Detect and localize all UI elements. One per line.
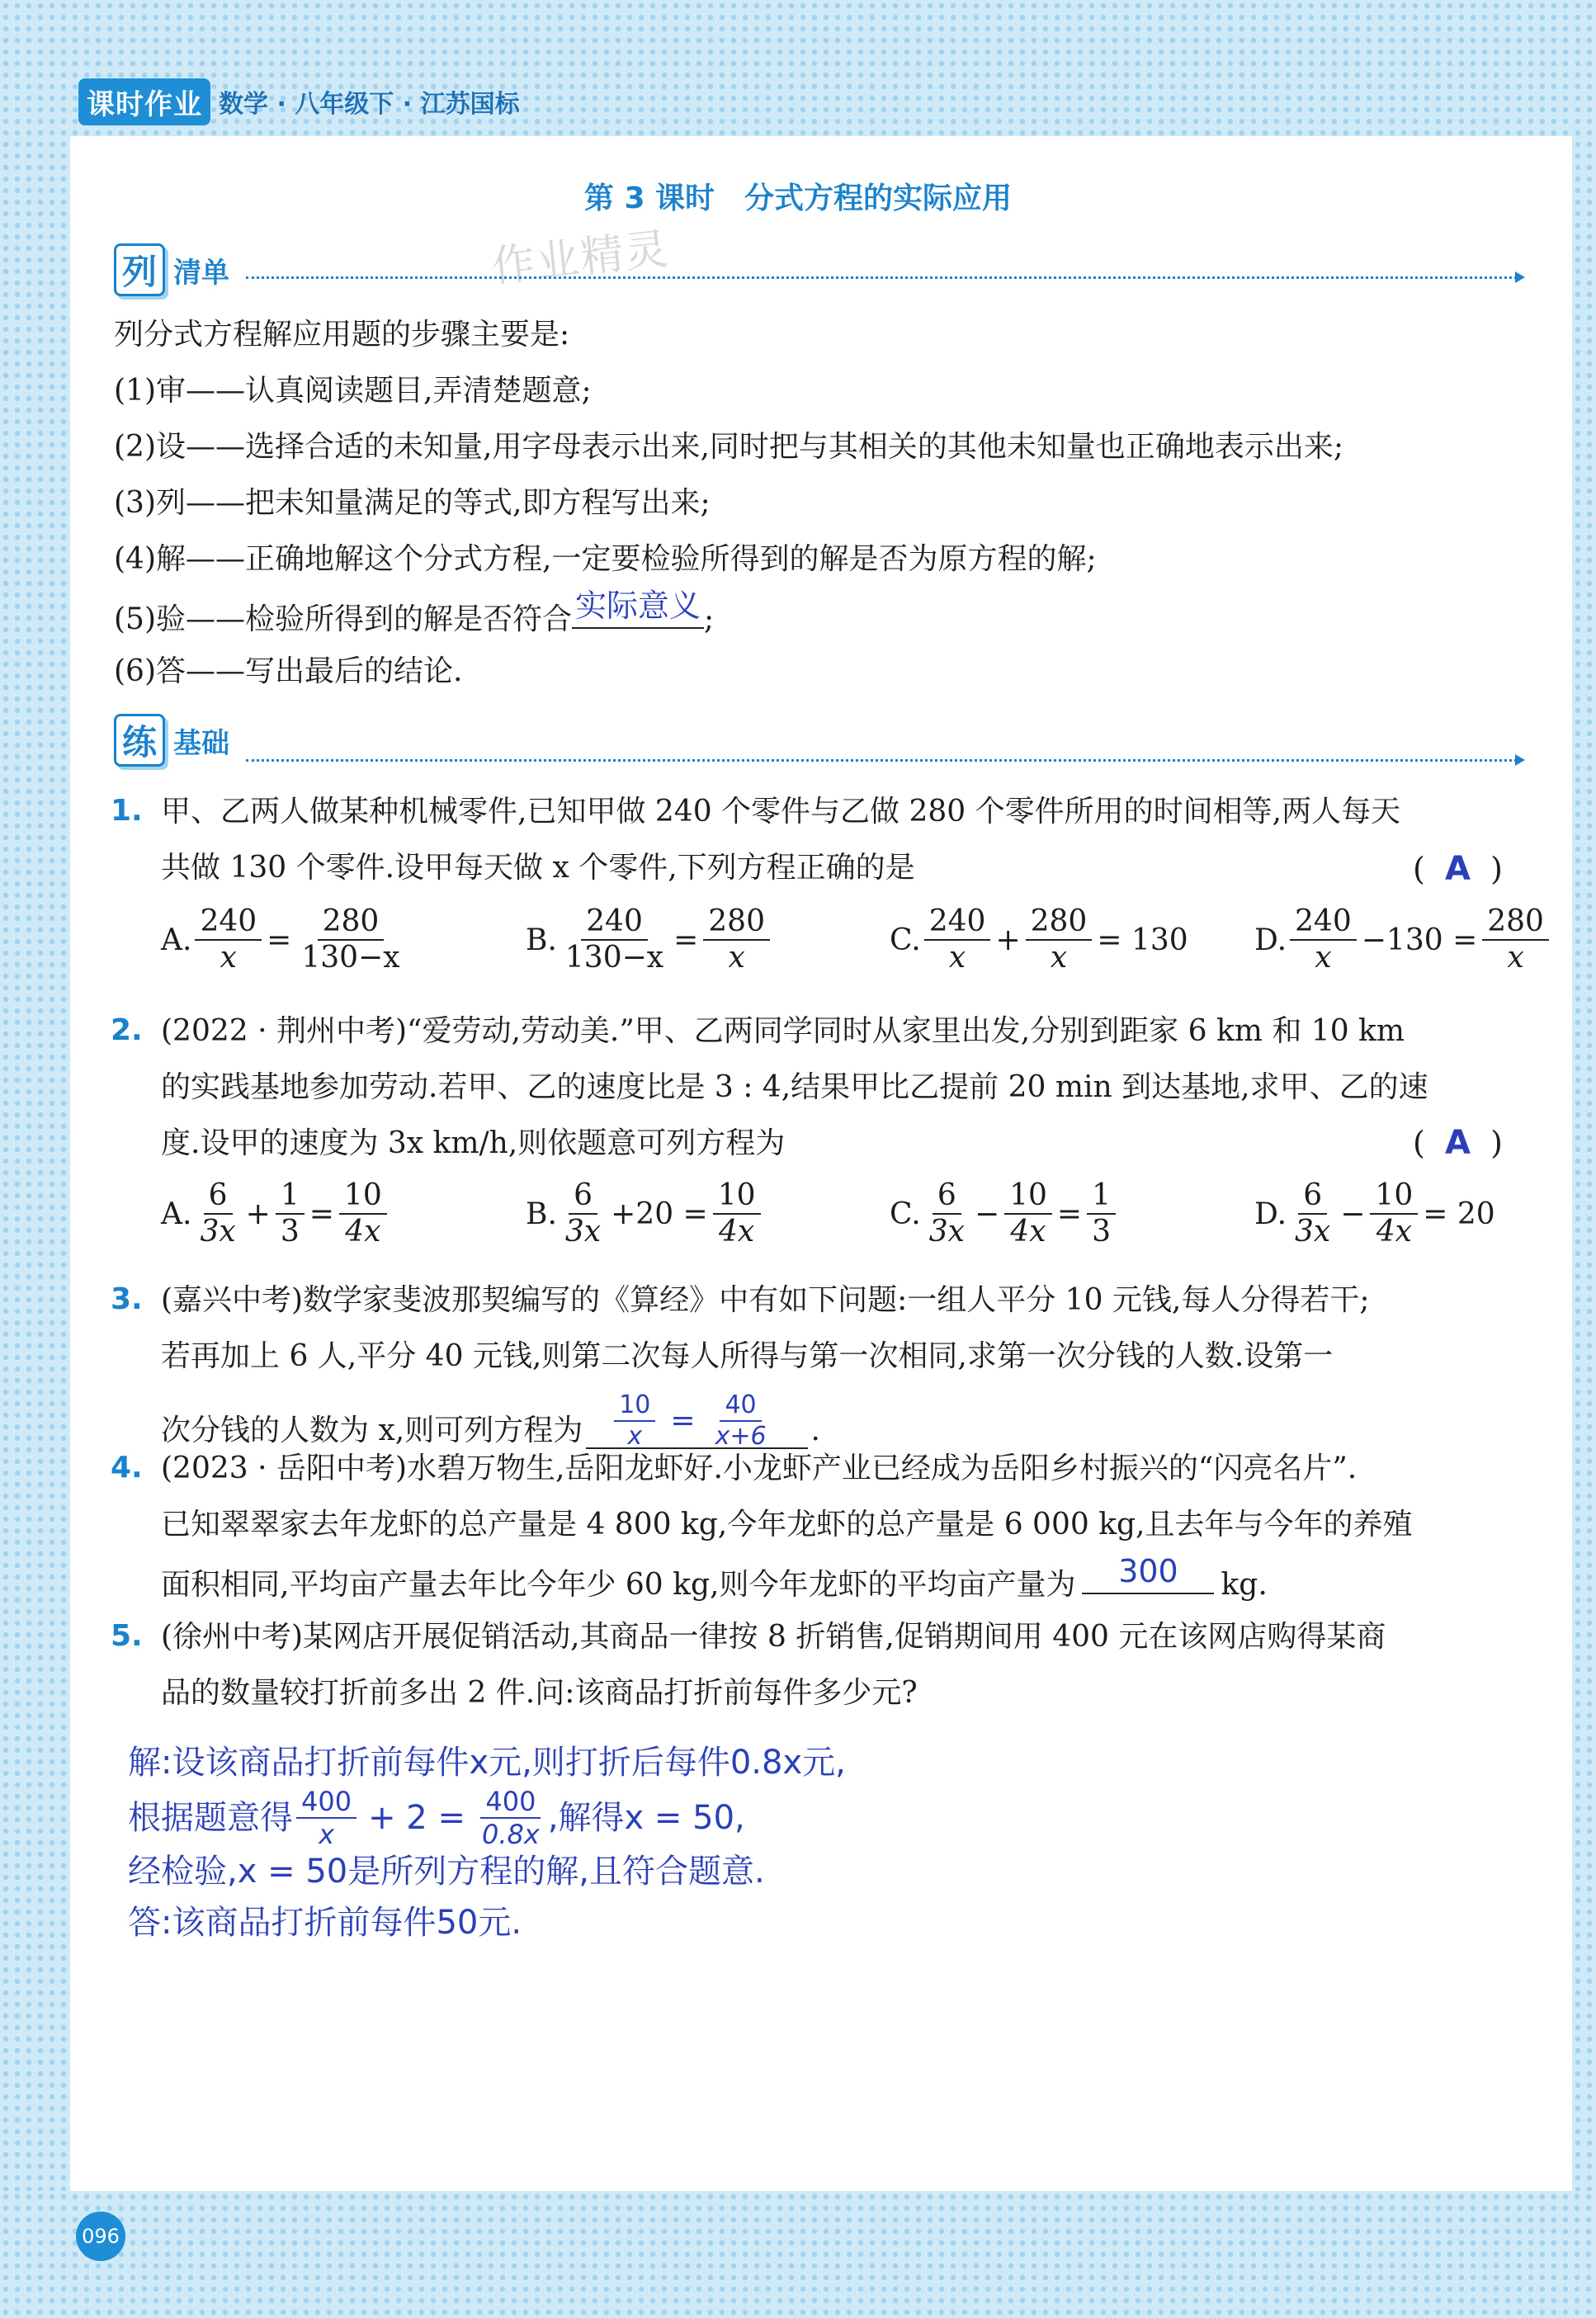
numerator: 10 xyxy=(713,1180,761,1215)
numerator: 240 xyxy=(195,906,262,941)
question-4-text: 面积相同,平均亩产量去年比今年少 60 kg,则今年龙虾的平均亩产量为 xyxy=(161,1568,1076,1602)
solution-text: ,解得x = 50, xyxy=(547,1799,745,1837)
step-4: (4)解——正确地解这个分式方程,一定要检验所得到的解是否为原方程的解; xyxy=(114,542,1097,576)
question-2-option-a xyxy=(161,1180,390,1248)
section-divider xyxy=(246,276,1517,279)
denominator: x xyxy=(948,941,966,975)
numerator: 6 xyxy=(933,1180,961,1215)
solution-text: 根据题意得 xyxy=(128,1799,293,1837)
section-badge: 练 xyxy=(114,714,165,767)
book-header xyxy=(78,81,520,122)
step-1: (1)审——认真阅读题目,弄清楚题意; xyxy=(114,374,592,408)
denominator: 4x xyxy=(719,1215,755,1249)
operator: −130 = xyxy=(1361,923,1478,957)
question-3-number: 3. xyxy=(111,1282,143,1316)
question-1-option-a xyxy=(161,906,408,974)
step-3: (3)列——把未知量满足的等式,即方程写出来; xyxy=(114,486,711,520)
operator: = xyxy=(309,1197,334,1231)
fraction xyxy=(1004,1180,1052,1248)
numerator: 6 xyxy=(569,1180,597,1215)
lesson-name: 分式方程的实际应用 xyxy=(744,182,1013,215)
lesson-number: 第 3 课时 xyxy=(583,182,715,215)
question-5-line2: 品的数量较打折前多出 2 件.问:该商品打折前每件多少元? xyxy=(161,1676,918,1710)
fraction xyxy=(195,906,262,974)
numerator: 1 xyxy=(1087,1180,1116,1215)
operator: = xyxy=(267,923,292,957)
denominator: 3 xyxy=(280,1215,300,1249)
denominator: 130−x xyxy=(301,941,400,975)
numerator: 6 xyxy=(1298,1180,1327,1215)
section-practice-heading xyxy=(114,711,229,769)
fraction xyxy=(1026,906,1093,974)
right-hand-side: = 130 xyxy=(1097,923,1188,957)
fraction xyxy=(703,906,770,974)
denominator: 0.8x xyxy=(482,1819,540,1850)
question-2-answer-box: ( A ) xyxy=(1413,1124,1503,1162)
section-list-heading xyxy=(114,241,229,299)
step-5-blank xyxy=(572,588,704,629)
operator: = xyxy=(673,923,699,957)
numerator: 40 xyxy=(720,1392,761,1422)
numerator: 10 xyxy=(1370,1180,1418,1215)
operator: − xyxy=(974,1197,1000,1231)
numerator: 1 xyxy=(276,1180,305,1215)
denominator: x xyxy=(1315,941,1332,975)
operator: +20 = xyxy=(611,1197,708,1231)
option-label: C. xyxy=(890,923,921,957)
question-2-option-b xyxy=(526,1180,764,1248)
step-5-text: (5)验——检验所得到的解是否符合 xyxy=(114,602,572,636)
question-1-option-d xyxy=(1254,906,1552,974)
operator: = xyxy=(670,1404,696,1438)
step-5-answer: 实际意义 xyxy=(574,588,701,624)
step-2: (2)设——选择合适的未知量,用字母表示出来,同时把与其相关的其他未知量也正确地表示出来; xyxy=(114,430,1344,464)
numerator: 240 xyxy=(924,906,991,941)
numerator: 240 xyxy=(581,906,648,941)
numerator: 280 xyxy=(1482,906,1549,941)
question-5-number: 5. xyxy=(111,1619,143,1653)
question-3-text: 次分钱的人数为 x,则可列方程为 xyxy=(161,1414,583,1447)
question-4-unit: kg. xyxy=(1221,1568,1268,1602)
right-dot-border xyxy=(1572,0,1596,2318)
question-2-line2: 的实践基地参加劳动.若甲、乙的速度比是 3 : 4,结果甲比乙提前 20 min 到达基地,求甲、乙的速 xyxy=(161,1070,1428,1104)
option-label: B. xyxy=(526,923,557,957)
option-label: A. xyxy=(161,1197,192,1231)
numerator: 240 xyxy=(1290,906,1357,941)
question-1-answer: A xyxy=(1444,850,1471,888)
operator: + xyxy=(245,1197,271,1231)
numerator: 10 xyxy=(614,1392,655,1422)
denominator: 130−x xyxy=(564,941,664,975)
question-2-answer: A xyxy=(1444,1124,1471,1162)
question-4-line2: 已知翠翠家去年龙虾的总产量是 4 800 kg,今年龙虾的总产量是 6 000 kg,且去年与今年的养殖 xyxy=(161,1508,1413,1541)
denominator: x xyxy=(1050,941,1068,975)
fraction xyxy=(1290,906,1357,974)
numerator: 10 xyxy=(1004,1180,1052,1215)
question-2-option-c xyxy=(890,1180,1119,1248)
numerator: 400 xyxy=(296,1787,357,1819)
right-hand-side: = 20 xyxy=(1423,1197,1495,1231)
solution-line-4: 答:该商品打折前每件50元. xyxy=(128,1904,522,1942)
step-6: (6)答——写出最后的结论. xyxy=(114,654,463,688)
fraction xyxy=(614,1392,655,1450)
question-1-option-b xyxy=(526,906,773,974)
fraction xyxy=(560,1180,606,1248)
denominator: 3x xyxy=(928,1215,965,1249)
operator: + xyxy=(995,923,1021,957)
fraction xyxy=(711,1392,772,1450)
question-1-number: 1. xyxy=(111,794,143,828)
bottom-dot-border xyxy=(0,2191,1596,2318)
numerator: 280 xyxy=(1026,906,1093,941)
denominator: 3x xyxy=(1295,1215,1331,1249)
fraction xyxy=(1370,1180,1418,1248)
fraction xyxy=(1482,906,1549,974)
option-label: D. xyxy=(1254,1197,1287,1231)
denominator: 3x xyxy=(564,1215,602,1249)
fraction xyxy=(339,1180,387,1248)
arrow-icon xyxy=(1515,754,1525,766)
question-3-end: . xyxy=(810,1414,820,1447)
steps-intro: 列分式方程解应用题的步骤主要是: xyxy=(114,318,570,352)
section-badge: 列 xyxy=(114,243,165,296)
section-label: 清单 xyxy=(173,256,229,290)
brand-logo: 课时作业 xyxy=(78,78,210,125)
lesson-title xyxy=(0,175,1596,217)
question-4-line3 xyxy=(161,1553,1268,1603)
book-title: 数学 · 八年级下 · 江苏国标 xyxy=(219,90,520,119)
question-4-answer: 300 xyxy=(1118,1553,1178,1589)
left-dot-border xyxy=(0,0,70,2318)
numerator: 6 xyxy=(204,1180,233,1215)
question-1-answer-box: ( A ) xyxy=(1413,850,1503,888)
solution-line-1: 解:设该商品打折前每件x元,则打折后每件0.8x元, xyxy=(128,1744,846,1782)
step-5-end: ; xyxy=(704,602,715,636)
fraction xyxy=(560,906,668,974)
arrow-icon xyxy=(1515,271,1525,283)
fraction xyxy=(924,1180,970,1248)
question-3-blank xyxy=(586,1390,807,1451)
denominator: x xyxy=(1507,941,1524,975)
denominator: 4x xyxy=(345,1215,381,1249)
denominator: 4x xyxy=(1376,1215,1412,1249)
operator: − xyxy=(1340,1197,1366,1231)
question-2-line3: 度.设甲的速度为 3x km/h,则依题意可列方程为 xyxy=(161,1126,786,1160)
denominator: x+6 xyxy=(715,1422,767,1451)
denominator: 4x xyxy=(1010,1215,1046,1249)
operator: + 2 = xyxy=(368,1799,465,1837)
denominator: x xyxy=(627,1422,643,1451)
step-5 xyxy=(114,588,715,638)
watermark: 作业精灵 xyxy=(489,224,673,293)
question-3-line2: 若再加上 6 人,平分 40 元钱,则第二次每人所得与第一次相同,求第一次分钱的人数.设第一 xyxy=(161,1339,1334,1373)
fraction xyxy=(1087,1180,1116,1248)
operator: = xyxy=(1056,1197,1083,1231)
question-4-line1: (2023 · 岳阳中考)水碧万物生,岳阳龙虾好.小龙虾产业已经成为岳阳乡村振兴的“闪亮名片”. xyxy=(161,1452,1358,1485)
option-label: C. xyxy=(890,1197,921,1231)
denominator: x xyxy=(319,1819,334,1850)
denominator: 3 xyxy=(1092,1215,1111,1249)
fraction xyxy=(924,906,991,974)
denominator: x xyxy=(728,941,745,975)
question-4-number: 4. xyxy=(111,1451,143,1485)
question-1-line1: 甲、乙两人做某种机械零件,已知甲做 240 个零件与乙做 280 个零件所用的时间相等,两人每天 xyxy=(161,795,1401,829)
fraction xyxy=(276,1180,305,1248)
fraction xyxy=(477,1787,545,1848)
fraction xyxy=(296,906,404,974)
question-2-line1: (2022 · 荆州中考)“爱劳动,劳动美.”甲、乙两同学同时从家里出发,分别到距家 6 km 和 10 km xyxy=(161,1014,1405,1048)
fraction xyxy=(713,1180,761,1248)
fraction xyxy=(195,1180,240,1248)
question-2-number: 2. xyxy=(111,1013,143,1047)
numerator: 280 xyxy=(318,906,385,941)
question-1-option-c xyxy=(890,906,1190,974)
numerator: 400 xyxy=(480,1787,541,1819)
section-label: 基础 xyxy=(173,726,229,760)
question-3-line1: (嘉兴中考)数学家斐波那契编写的《算经》中有如下问题:一组人平分 10 元钱,每人分得若干; xyxy=(161,1283,1370,1317)
question-5-line1: (徐州中考)某网店开展促销活动,其商品一律按 8 折销售,促销期间用 400 元在该网店购得某商 xyxy=(161,1620,1386,1654)
option-label: D. xyxy=(1254,923,1287,957)
solution-line-3: 经检验,x = 50是所列方程的解,且符合题意. xyxy=(128,1853,765,1891)
question-2-option-d xyxy=(1254,1180,1497,1248)
question-1-line2: 共做 130 个零件.设甲每天做 x 个零件,下列方程正确的是 xyxy=(161,851,915,885)
question-3-line3 xyxy=(161,1390,820,1451)
denominator: x xyxy=(220,941,237,975)
question-4-blank xyxy=(1082,1553,1214,1594)
fraction xyxy=(1290,1180,1335,1248)
numerator: 280 xyxy=(703,906,770,941)
section-divider xyxy=(246,759,1517,762)
option-label: A. xyxy=(161,923,192,957)
solution-line-2 xyxy=(128,1787,745,1848)
denominator: 3x xyxy=(200,1215,236,1249)
option-label: B. xyxy=(526,1197,557,1231)
numerator: 10 xyxy=(339,1180,387,1215)
page-number: 096 xyxy=(76,2212,125,2261)
fraction xyxy=(296,1787,357,1848)
